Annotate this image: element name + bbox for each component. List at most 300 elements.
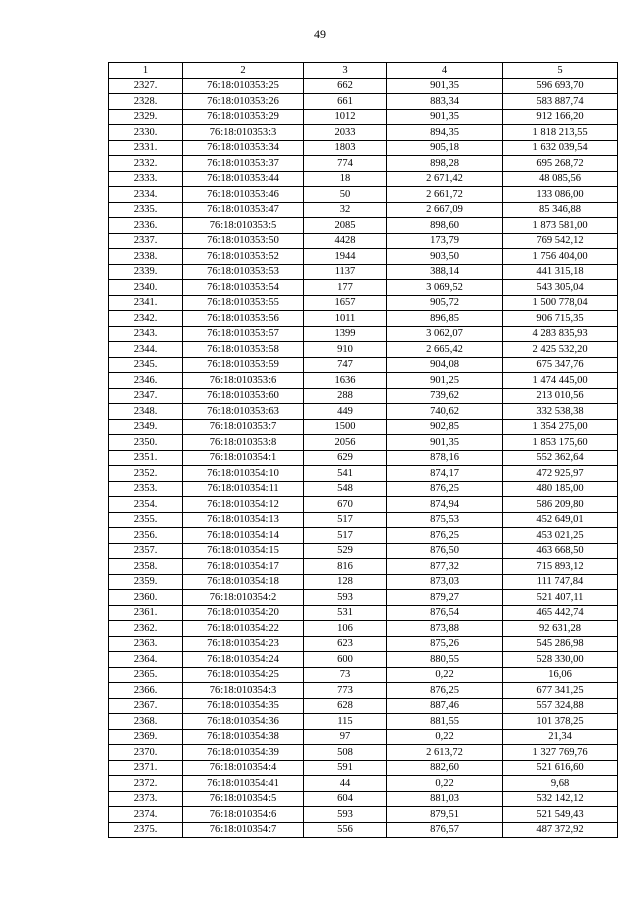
row-number-cell: 2349.: [109, 419, 183, 435]
table-row: [109, 528, 618, 544]
rate-cell: 875,53: [387, 512, 503, 528]
row-number-cell: 2337.: [109, 233, 183, 249]
row-number-cell: 2336.: [109, 218, 183, 234]
value-cell: 532 142,12: [503, 791, 618, 807]
area-cell: 106: [304, 621, 387, 637]
cadastral-number-cell: 76:18:010354:11: [183, 481, 304, 497]
row-number-cell: 2353.: [109, 481, 183, 497]
value-cell: 472 925,97: [503, 466, 618, 482]
row-number-cell: 2374.: [109, 807, 183, 823]
column-header-3: 3: [304, 63, 387, 79]
area-cell: 97: [304, 729, 387, 745]
table-row: [109, 636, 618, 652]
area-cell: 910: [304, 342, 387, 358]
rate-cell: 2 667,09: [387, 202, 503, 218]
table-body: [109, 78, 618, 838]
area-cell: 773: [304, 683, 387, 699]
table-row: [109, 435, 618, 451]
table-row: [109, 295, 618, 311]
cadastral-number-cell: 76:18:010353:55: [183, 295, 304, 311]
rate-cell: 873,03: [387, 574, 503, 590]
table-row: [109, 311, 618, 327]
cadastral-number-cell: 76:18:010353:3: [183, 125, 304, 141]
row-number-cell: 2343.: [109, 326, 183, 342]
rate-cell: 2 613,72: [387, 745, 503, 761]
rate-cell: 2 661,72: [387, 187, 503, 203]
area-cell: 529: [304, 543, 387, 559]
column-header-4: 4: [387, 63, 503, 79]
table-row: [109, 760, 618, 776]
value-cell: 677 341,25: [503, 683, 618, 699]
value-cell: 452 649,01: [503, 512, 618, 528]
cadastral-number-cell: 76:18:010354:13: [183, 512, 304, 528]
cadastral-number-cell: 76:18:010353:7: [183, 419, 304, 435]
table-row: [109, 419, 618, 435]
area-cell: 2056: [304, 435, 387, 451]
rate-cell: 901,35: [387, 435, 503, 451]
area-cell: 50: [304, 187, 387, 203]
cadastral-number-cell: 76:18:010354:6: [183, 807, 304, 823]
value-cell: 912 166,20: [503, 109, 618, 125]
rate-cell: 876,25: [387, 481, 503, 497]
value-cell: 521 549,43: [503, 807, 618, 823]
value-cell: 332 538,38: [503, 404, 618, 420]
rate-cell: 901,35: [387, 109, 503, 125]
value-cell: 543 305,04: [503, 280, 618, 296]
cadastral-number-cell: 76:18:010353:47: [183, 202, 304, 218]
table-row: [109, 791, 618, 807]
area-cell: 517: [304, 512, 387, 528]
value-cell: 465 442,74: [503, 605, 618, 621]
rate-cell: 898,60: [387, 218, 503, 234]
cadastral-number-cell: 76:18:010354:17: [183, 559, 304, 575]
value-cell: 1 818 213,55: [503, 125, 618, 141]
cadastral-number-cell: 76:18:010353:6: [183, 373, 304, 389]
value-cell: 453 021,25: [503, 528, 618, 544]
row-number-cell: 2331.: [109, 140, 183, 156]
area-cell: 1137: [304, 264, 387, 280]
cadastral-number-cell: 76:18:010353:53: [183, 264, 304, 280]
cadastral-number-cell: 76:18:010353:58: [183, 342, 304, 358]
table-row: [109, 776, 618, 792]
cadastral-number-cell: 76:18:010354:23: [183, 636, 304, 652]
row-number-cell: 2366.: [109, 683, 183, 699]
rate-cell: 902,85: [387, 419, 503, 435]
rate-cell: 3 069,52: [387, 280, 503, 296]
value-cell: 1 632 039,54: [503, 140, 618, 156]
value-cell: 552 362,64: [503, 450, 618, 466]
table-row: [109, 388, 618, 404]
area-cell: 661: [304, 94, 387, 110]
table-row: [109, 683, 618, 699]
area-cell: 177: [304, 280, 387, 296]
table-row: [109, 667, 618, 683]
row-number-cell: 2373.: [109, 791, 183, 807]
rate-cell: 2 671,42: [387, 171, 503, 187]
area-cell: 508: [304, 745, 387, 761]
column-header-5: 5: [503, 63, 618, 79]
cadastral-number-cell: 76:18:010353:26: [183, 94, 304, 110]
value-cell: 769 542,12: [503, 233, 618, 249]
row-number-cell: 2338.: [109, 249, 183, 265]
cadastral-number-cell: 76:18:010353:44: [183, 171, 304, 187]
table-row: [109, 357, 618, 373]
row-number-cell: 2359.: [109, 574, 183, 590]
cadastral-number-cell: 76:18:010354:12: [183, 497, 304, 513]
area-cell: 115: [304, 714, 387, 730]
row-number-cell: 2371.: [109, 760, 183, 776]
row-number-cell: 2367.: [109, 698, 183, 714]
rate-cell: 877,32: [387, 559, 503, 575]
area-cell: 548: [304, 481, 387, 497]
value-cell: 16,06: [503, 667, 618, 683]
area-cell: 1636: [304, 373, 387, 389]
column-header-1: 1: [109, 63, 183, 79]
rate-cell: 905,72: [387, 295, 503, 311]
rate-cell: 876,54: [387, 605, 503, 621]
rate-cell: 876,57: [387, 822, 503, 838]
rate-cell: 876,25: [387, 528, 503, 544]
row-number-cell: 2368.: [109, 714, 183, 730]
cadastral-number-cell: 76:18:010353:54: [183, 280, 304, 296]
area-cell: 4428: [304, 233, 387, 249]
table-row: [109, 342, 618, 358]
area-cell: 593: [304, 807, 387, 823]
value-cell: 21,34: [503, 729, 618, 745]
table-row: [109, 156, 618, 172]
area-cell: 628: [304, 698, 387, 714]
cadastral-number-cell: 76:18:010354:7: [183, 822, 304, 838]
table-row: [109, 404, 618, 420]
row-number-cell: 2339.: [109, 264, 183, 280]
cadastral-number-cell: 76:18:010354:35: [183, 698, 304, 714]
cadastral-number-cell: 76:18:010354:1: [183, 450, 304, 466]
area-cell: 747: [304, 357, 387, 373]
table-row: [109, 171, 618, 187]
row-number-cell: 2328.: [109, 94, 183, 110]
table-row: [109, 590, 618, 606]
value-cell: 583 887,74: [503, 94, 618, 110]
value-cell: 480 185,00: [503, 481, 618, 497]
cadastral-number-cell: 76:18:010353:60: [183, 388, 304, 404]
page-number: 49: [314, 27, 326, 41]
row-number-cell: 2358.: [109, 559, 183, 575]
rate-cell: 881,03: [387, 791, 503, 807]
cadastral-number-cell: 76:18:010354:2: [183, 590, 304, 606]
rate-cell: 896,85: [387, 311, 503, 327]
area-cell: 1011: [304, 311, 387, 327]
cadastral-number-cell: 76:18:010354:39: [183, 745, 304, 761]
area-cell: 1944: [304, 249, 387, 265]
area-cell: 2033: [304, 125, 387, 141]
value-cell: 1 474 445,00: [503, 373, 618, 389]
value-cell: 1 500 778,04: [503, 295, 618, 311]
row-number-cell: 2333.: [109, 171, 183, 187]
value-cell: 521 407,11: [503, 590, 618, 606]
cadastral-number-cell: 76:18:010354:22: [183, 621, 304, 637]
area-cell: 18: [304, 171, 387, 187]
value-cell: 596 693,70: [503, 78, 618, 94]
row-number-cell: 2342.: [109, 311, 183, 327]
cadastral-number-cell: 76:18:010353:46: [183, 187, 304, 203]
value-cell: 4 283 835,93: [503, 326, 618, 342]
row-number-cell: 2348.: [109, 404, 183, 420]
cadastral-number-cell: 76:18:010354:15: [183, 543, 304, 559]
area-cell: 288: [304, 388, 387, 404]
cadastral-number-cell: 76:18:010354:14: [183, 528, 304, 544]
area-cell: 556: [304, 822, 387, 838]
cadastral-number-cell: 76:18:010354:38: [183, 729, 304, 745]
cadastral-number-cell: 76:18:010353:34: [183, 140, 304, 156]
row-number-cell: 2347.: [109, 388, 183, 404]
table-row: [109, 202, 618, 218]
cadastral-number-cell: 76:18:010354:4: [183, 760, 304, 776]
rate-cell: 874,17: [387, 466, 503, 482]
table-row: [109, 326, 618, 342]
table-row: [109, 714, 618, 730]
area-cell: 32: [304, 202, 387, 218]
cadastral-number-cell: 76:18:010353:25: [183, 78, 304, 94]
value-cell: 487 372,92: [503, 822, 618, 838]
row-number-cell: 2356.: [109, 528, 183, 544]
cadastral-number-cell: 76:18:010353:8: [183, 435, 304, 451]
table-row: [109, 481, 618, 497]
rate-cell: 881,55: [387, 714, 503, 730]
table-row: [109, 233, 618, 249]
rate-cell: 0,22: [387, 776, 503, 792]
rate-cell: 880,55: [387, 652, 503, 668]
rate-cell: 173,79: [387, 233, 503, 249]
rate-cell: 0,22: [387, 667, 503, 683]
value-cell: 557 324,88: [503, 698, 618, 714]
table-row: [109, 125, 618, 141]
value-cell: 1 756 404,00: [503, 249, 618, 265]
table-row: [109, 450, 618, 466]
cadastral-number-cell: 76:18:010354:36: [183, 714, 304, 730]
value-cell: 521 616,60: [503, 760, 618, 776]
rate-cell: 901,25: [387, 373, 503, 389]
cadastral-number-cell: 76:18:010353:63: [183, 404, 304, 420]
area-cell: 531: [304, 605, 387, 621]
table-row: [109, 745, 618, 761]
value-cell: 111 747,84: [503, 574, 618, 590]
value-cell: 545 286,98: [503, 636, 618, 652]
row-number-cell: 2351.: [109, 450, 183, 466]
row-number-cell: 2335.: [109, 202, 183, 218]
area-cell: 2085: [304, 218, 387, 234]
rate-cell: 0,22: [387, 729, 503, 745]
area-cell: 1803: [304, 140, 387, 156]
cadastral-number-cell: 76:18:010353:5: [183, 218, 304, 234]
cadastral-number-cell: 76:18:010354:5: [183, 791, 304, 807]
rate-cell: 882,60: [387, 760, 503, 776]
cadastral-number-cell: 76:18:010353:50: [183, 233, 304, 249]
row-number-cell: 2362.: [109, 621, 183, 637]
column-header-2: 2: [183, 63, 304, 79]
value-cell: 695 268,72: [503, 156, 618, 172]
table-row: [109, 822, 618, 838]
row-number-cell: 2330.: [109, 125, 183, 141]
area-cell: 670: [304, 497, 387, 513]
value-cell: 101 378,25: [503, 714, 618, 730]
row-number-cell: 2344.: [109, 342, 183, 358]
area-cell: 774: [304, 156, 387, 172]
value-cell: 133 086,00: [503, 187, 618, 203]
rate-cell: 873,88: [387, 621, 503, 637]
rate-cell: 876,25: [387, 683, 503, 699]
table-row: [109, 698, 618, 714]
rate-cell: 904,08: [387, 357, 503, 373]
cadastral-number-cell: 76:18:010353:57: [183, 326, 304, 342]
table-row: [109, 729, 618, 745]
value-cell: 441 315,18: [503, 264, 618, 280]
row-number-cell: 2334.: [109, 187, 183, 203]
row-number-cell: 2365.: [109, 667, 183, 683]
row-number-cell: 2357.: [109, 543, 183, 559]
rate-cell: 898,28: [387, 156, 503, 172]
value-cell: 1 327 769,76: [503, 745, 618, 761]
table-row: [109, 264, 618, 280]
area-cell: 73: [304, 667, 387, 683]
value-cell: 586 209,80: [503, 497, 618, 513]
area-cell: 593: [304, 590, 387, 606]
row-number-cell: 2354.: [109, 497, 183, 513]
rate-cell: 875,26: [387, 636, 503, 652]
table-row: [109, 373, 618, 389]
table-row: [109, 140, 618, 156]
table-row: [109, 652, 618, 668]
row-number-cell: 2340.: [109, 280, 183, 296]
rate-cell: 2 665,42: [387, 342, 503, 358]
value-cell: 85 346,88: [503, 202, 618, 218]
area-cell: 128: [304, 574, 387, 590]
cadastral-number-cell: 76:18:010353:52: [183, 249, 304, 265]
table-header-row: [109, 63, 618, 79]
area-cell: 604: [304, 791, 387, 807]
cadastral-number-cell: 76:18:010353:56: [183, 311, 304, 327]
table-row: [109, 94, 618, 110]
table-row: [109, 512, 618, 528]
row-number-cell: 2361.: [109, 605, 183, 621]
area-cell: 816: [304, 559, 387, 575]
value-cell: 1 354 275,00: [503, 419, 618, 435]
area-cell: 629: [304, 450, 387, 466]
table-row: [109, 78, 618, 94]
rate-cell: 894,35: [387, 125, 503, 141]
area-cell: 591: [304, 760, 387, 776]
value-cell: 48 085,56: [503, 171, 618, 187]
row-number-cell: 2360.: [109, 590, 183, 606]
table-row: [109, 543, 618, 559]
row-number-cell: 2375.: [109, 822, 183, 838]
cadastral-number-cell: 76:18:010353:59: [183, 357, 304, 373]
table-row: [109, 109, 618, 125]
rate-cell: 874,94: [387, 497, 503, 513]
area-cell: 623: [304, 636, 387, 652]
row-number-cell: 2363.: [109, 636, 183, 652]
table-row: [109, 574, 618, 590]
rate-cell: 887,46: [387, 698, 503, 714]
area-cell: 662: [304, 78, 387, 94]
table-row: [109, 280, 618, 296]
row-number-cell: 2329.: [109, 109, 183, 125]
value-cell: 213 010,56: [503, 388, 618, 404]
rate-cell: 903,50: [387, 249, 503, 265]
table-row: [109, 559, 618, 575]
row-number-cell: 2332.: [109, 156, 183, 172]
cadastral-number-cell: 76:18:010354:3: [183, 683, 304, 699]
value-cell: 463 668,50: [503, 543, 618, 559]
value-cell: 1 853 175,60: [503, 435, 618, 451]
value-cell: 2 425 532,20: [503, 342, 618, 358]
row-number-cell: 2345.: [109, 357, 183, 373]
row-number-cell: 2350.: [109, 435, 183, 451]
table-row: [109, 807, 618, 823]
row-number-cell: 2327.: [109, 78, 183, 94]
area-cell: 517: [304, 528, 387, 544]
value-cell: 92 631,28: [503, 621, 618, 637]
area-cell: 600: [304, 652, 387, 668]
cadastral-number-cell: 76:18:010353:29: [183, 109, 304, 125]
area-cell: 1500: [304, 419, 387, 435]
cadastral-number-cell: 76:18:010354:24: [183, 652, 304, 668]
cadastral-number-cell: 76:18:010354:18: [183, 574, 304, 590]
table-row: [109, 187, 618, 203]
area-cell: 1399: [304, 326, 387, 342]
row-number-cell: 2370.: [109, 745, 183, 761]
rate-cell: 388,14: [387, 264, 503, 280]
cadastral-number-cell: 76:18:010353:37: [183, 156, 304, 172]
area-cell: 541: [304, 466, 387, 482]
table-row: [109, 605, 618, 621]
rate-cell: 878,16: [387, 450, 503, 466]
value-cell: 675 347,76: [503, 357, 618, 373]
row-number-cell: 2341.: [109, 295, 183, 311]
rate-cell: 901,35: [387, 78, 503, 94]
row-number-cell: 2364.: [109, 652, 183, 668]
table-row: [109, 497, 618, 513]
area-cell: 44: [304, 776, 387, 792]
rate-cell: 739,62: [387, 388, 503, 404]
rate-cell: 905,18: [387, 140, 503, 156]
value-cell: 9,68: [503, 776, 618, 792]
area-cell: 449: [304, 404, 387, 420]
rate-cell: 883,34: [387, 94, 503, 110]
cadastral-number-cell: 76:18:010354:20: [183, 605, 304, 621]
rate-cell: 879,27: [387, 590, 503, 606]
cadastral-number-cell: 76:18:010354:25: [183, 667, 304, 683]
registry-table: [108, 62, 618, 838]
row-number-cell: 2369.: [109, 729, 183, 745]
cadastral-number-cell: 76:18:010354:10: [183, 466, 304, 482]
rate-cell: 3 062,07: [387, 326, 503, 342]
row-number-cell: 2355.: [109, 512, 183, 528]
area-cell: 1657: [304, 295, 387, 311]
table-row: [109, 621, 618, 637]
row-number-cell: 2352.: [109, 466, 183, 482]
value-cell: 715 893,12: [503, 559, 618, 575]
table-row: [109, 466, 618, 482]
rate-cell: 876,50: [387, 543, 503, 559]
value-cell: 528 330,00: [503, 652, 618, 668]
area-cell: 1012: [304, 109, 387, 125]
rate-cell: 740,62: [387, 404, 503, 420]
row-number-cell: 2346.: [109, 373, 183, 389]
row-number-cell: 2372.: [109, 776, 183, 792]
value-cell: 1 873 581,00: [503, 218, 618, 234]
rate-cell: 879,51: [387, 807, 503, 823]
table-row: [109, 249, 618, 265]
